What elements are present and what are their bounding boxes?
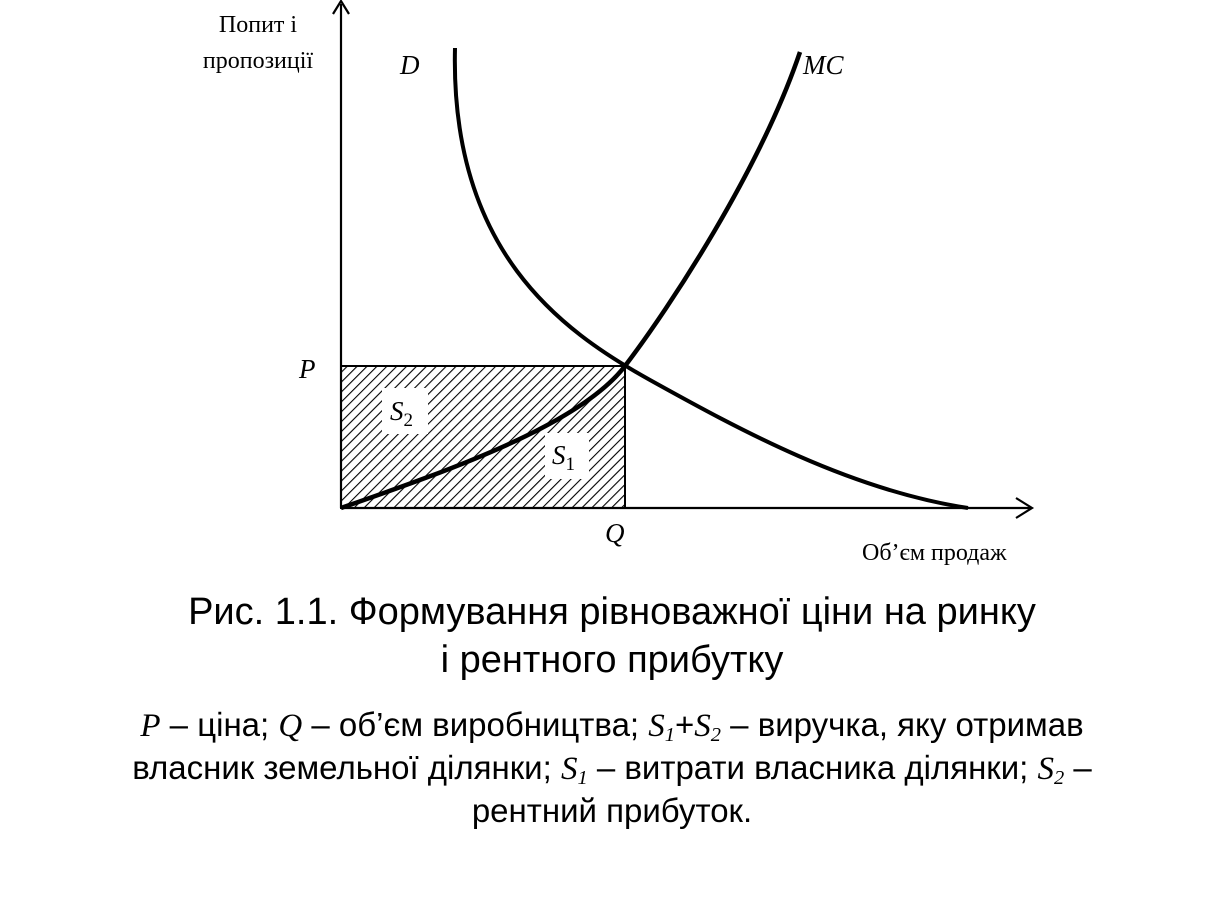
legend-q-desc: – об’єм виробництва;	[302, 706, 649, 743]
x-axis-label: Об’єм продаж	[862, 540, 1007, 566]
legend-p-symbol: P	[140, 708, 161, 744]
legend-line2	[0, 747, 1224, 790]
y-axis-label-line2: пропозиції	[202, 48, 314, 74]
demand-label: D	[400, 50, 420, 80]
legend-plus: +	[675, 706, 695, 743]
legend-q-symbol: Q	[278, 708, 303, 744]
figure-title-line2: і рентного прибутку	[440, 639, 784, 681]
area1-label: $S_1$	[552, 440, 575, 475]
legend-s1-symbol: $S_1$	[648, 708, 675, 747]
legend-s1-symbol-2: $S_1$	[560, 751, 588, 790]
legend-sum-desc: – виручка, яку отримав	[721, 706, 1084, 743]
legend-p-desc: – ціна;	[160, 706, 279, 743]
legend-line2-text: власник земельної ділянки;	[132, 749, 561, 786]
price-label: P	[299, 354, 316, 384]
legend-line1	[0, 704, 1224, 747]
legend-s2-symbol-2: $S_2$	[1037, 751, 1065, 790]
legend-s2-desc: –	[1064, 749, 1092, 786]
area2-label: $S_2$	[390, 396, 413, 431]
legend-line3: рентний прибуток.	[471, 792, 753, 829]
y-axis-label-line1: Попит і	[218, 12, 298, 38]
figure-title	[0, 588, 1224, 684]
quantity-label: Q	[605, 518, 625, 548]
legend-s2-symbol: $S_2$	[694, 708, 721, 747]
figure-legend	[0, 704, 1224, 832]
legend-s1-desc: – витрати власника ділянки;	[587, 749, 1038, 786]
figure-title-line1: Рис. 1.1. Формування рівноважної ціни на ринку	[188, 591, 1036, 633]
mc-label: MC	[803, 50, 844, 80]
